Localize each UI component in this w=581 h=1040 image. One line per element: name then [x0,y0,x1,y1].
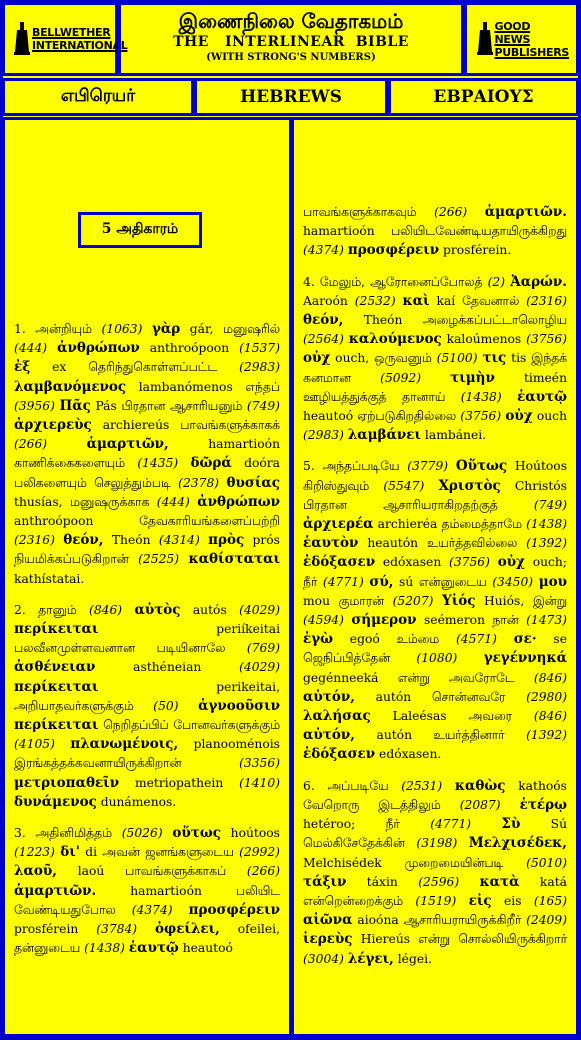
verse-text: katá என்றென்றைக்கும் [303,874,567,908]
greek-word: θεόν, [63,532,104,549]
strongs-number: (1438) [460,389,502,404]
verse-text [442,779,455,793]
greek-word: γὰρ [151,321,181,337]
verse-text: di அவன் ஜனங்களுடைய [79,845,240,860]
title-english: THE INTERLINEAR BIBLE [173,34,409,50]
greek-word: λαμβανόμενος [14,378,127,395]
verse-text: thusías, மனுஷருக்காக [14,494,157,509]
verse-text: heautoó [178,941,233,956]
strongs-number: (5547) [383,478,425,493]
greek-word: ἀρχιερεὺς [14,417,92,434]
verse-text [173,903,189,917]
strongs-number: (2983) [239,360,280,375]
strongs-number: (4029) [239,660,280,675]
verse-paragraph [303,273,567,446]
verse-text: gegénneeká என்று அவரோடே [303,670,534,685]
verse-paragraph [303,777,567,969]
strongs-number: (3198) [416,836,458,851]
greek-word: θεόν, [303,312,344,329]
verse-paragraph [14,824,280,958]
strongs-number: (2596) [418,874,460,889]
greek-word: ἁμαρτιῶν. [484,204,567,220]
strongs-number: (1080) [416,651,458,666]
strongs-number: (4594) [303,613,344,628]
verse-text: seémeron நான் [416,613,527,628]
verse-text [471,817,501,831]
verse-text: 1. அன்றியும் [14,322,102,336]
strongs-number: (1410) [239,775,280,790]
greek-word: ἐδόξασεν [303,746,376,763]
greek-word: ἑαυτὸν [303,535,359,552]
book-title-tamil [2,78,194,116]
strongs-number: (2980) [526,689,567,704]
strongs-number: (2) [487,274,506,289]
greek-word: ἁμαρτιῶν, [86,436,169,453]
verse-text: autón உயர்த்தினார் [354,728,527,743]
greek-word: αὐτόν, [303,688,355,705]
verse-text [421,371,450,385]
greek-word: ἀνθρώπων [197,493,280,510]
left-column-text [14,320,280,971]
strongs-number: (3756) [526,332,567,347]
verse-text: prosférein [14,922,97,937]
verse-text [137,922,155,936]
verse-text [502,390,517,404]
strongs-number: (2409) [526,913,567,928]
verse-text: Aaroón [303,293,355,308]
verse-text: metriopathein [119,775,240,790]
book-greek-label: ΕΒΡΑΙΟΥΣ [433,87,534,107]
verse-text: lambanómenos எந்தப் [126,379,280,394]
greek-word: τιμὴν [450,369,495,386]
chapter-label: 5 அதிகாரம் [101,221,179,237]
greek-word: αἰῶνα [303,912,353,929]
strongs-number: (4314) [158,533,200,548]
verse-text: hamartioón பலியிட வேண்டியதுபோல [14,883,280,917]
greek-word: ἐγὼ [303,631,333,648]
greek-word: μετριοπαθεῖν [14,774,120,791]
verse-text [55,533,63,547]
strongs-number: (4571) [456,632,497,647]
strongs-number: (5092) [380,370,422,385]
verse-text: 6. அப்படியே [303,778,402,793]
verse-text [457,651,483,665]
verse-text: archieréa தம்மைத்தாமே [373,517,527,532]
strongs-number: (5010) [526,855,567,870]
verse-text: timeén ஊழியத்துக்குத் தானாய் [303,370,567,404]
verse-text: táxin [346,874,419,889]
strongs-number: (3779) [407,459,449,474]
strongs-number: (266) [434,205,468,219]
strongs-number: (3756) [449,555,490,570]
verse-paragraph [303,203,567,261]
strongs-number: (165) [533,893,567,908]
verse-text [497,632,514,646]
greek-word: δι' [60,844,80,861]
verse-text: heautoó ஏற்படுகிறதில்லை [303,409,461,424]
verse-paragraph [303,457,567,764]
verse-text: ex தெரிந்துகொள்ளப்பட்ட [30,360,240,375]
greek-word: ἁμαρτιῶν. [14,882,97,899]
verse-text: Huiós, இன்று [475,593,567,608]
verse-text: doóra பலிகளையும் செலுத்தும்படி [14,456,280,490]
verse-text: laoú பாவங்களுக்காகப் [56,864,247,879]
strongs-number: (3756) [460,409,502,424]
strongs-number: (266) [14,437,48,452]
verse-text [47,437,87,451]
verse-text [459,875,479,889]
greek-word: θυσίας [226,474,280,491]
verse-text: autón சொன்னவரே [354,689,527,704]
verse-text: நெறிதப்பிப் போனவர்களுக்கும் [98,718,280,733]
strongs-number: (4374) [303,243,344,258]
verse-text: planooménois இரங்கத்தக்கவனாயிருக்கிறான் [14,737,280,771]
greek-word: οὐχ [303,350,331,367]
strongs-number: (1435) [137,456,179,471]
verse-text [142,322,152,336]
verse-text [179,699,199,713]
verse-text: Christós பிரதான ஆசாரியராகிறதற்குத் [303,478,567,512]
verse-text: anthroópoon தேவகாரியங்களைப்பற்றி [14,514,280,529]
greek-word: καλούμενος [348,331,442,348]
strongs-number: (2378) [178,475,220,490]
verse-text: Theón அழைக்கப்பட்டாலொழிய [343,313,567,328]
verse-text: Laleésas அவரை [370,709,534,724]
verse-text: பாவங்களுக்காகவும் [303,205,435,219]
greek-word: ἀρχιερέα [303,516,374,533]
greek-word: λαοῦ, [14,863,57,880]
verse-text: edóxasen. [375,747,442,762]
title-box [118,2,464,76]
greek-word: περίκειται [14,621,99,638]
strongs-number: (4771) [430,817,472,832]
verse-text: anthroópoon [139,341,240,356]
verse-text: légei. [393,951,432,966]
strongs-number: (3956) [14,398,55,413]
verse-text: lambánei. [421,428,487,443]
greek-word: περίκειται [14,717,99,734]
verse-text [396,294,403,308]
bellwether-logo-icon [14,22,30,56]
greek-word: ἑαυτῷ [517,388,567,405]
title-tamil: இணைநிலை வேதாகமம் [178,9,404,33]
greek-word: ἀνθρώπων [57,340,140,357]
verse-text: Melchisédek முறைமையின்படி [303,855,527,870]
verse-text: ouch, ஒருவனும் [330,351,437,366]
strongs-number: (1392) [526,728,567,743]
strongs-number: (1063) [101,322,143,336]
greek-word: καθὼς [454,777,506,794]
greek-word: λαμβάνει [347,427,422,444]
verse-text: ouch; நீர் [303,555,567,589]
greek-word: Σὺ [501,816,521,833]
strongs-number: (5026) [121,826,163,841]
strongs-number: (4771) [322,574,364,589]
strongs-number: (2316) [526,293,567,308]
verse-text [448,459,456,473]
greek-word: αὐτόν, [303,727,355,744]
strongs-number: (3784) [96,922,138,937]
verse-text: 4. மேலும், ஆரோனைப்போலத் [303,274,488,289]
greek-word: λαλήσας [303,708,371,725]
greek-word: ἀγνοοῦσιν [198,697,280,714]
verse-text: prós நியமிக்கப்படுகிறான் [14,533,280,567]
verse-text [200,533,208,547]
strongs-number: (749) [246,398,280,413]
verse-paragraph [14,601,280,812]
verse-text: 3. அதினிமித்தம் [14,826,122,841]
greek-word: γεγέννηκά [483,650,567,667]
greek-word: σύ, [369,573,394,590]
greek-word: ἑαυτῷ [128,940,179,957]
greek-word: τις [482,350,507,367]
book-title-english [194,78,388,116]
strongs-number: (50) [153,698,179,713]
verse-text: Theón [103,533,159,548]
verse-text: hamartioón காணிக்கைகளையும் [14,437,280,471]
verse-text [424,479,438,493]
verse-text: asthéneian [95,660,240,675]
book-title-greek [388,78,579,116]
greek-word: Πᾶς [59,397,91,414]
greek-word: εἰς [468,892,492,909]
verse-text: Hoútoos கிறிஸ்துவும் [303,459,568,493]
greek-word: Οὕτως [455,458,508,475]
greek-word: οὕτως [172,825,221,842]
greek-word: πλανωμένοις, [70,736,179,753]
greek-word: οὐχ [505,408,533,425]
strongs-number: (1473) [526,613,567,628]
left-logo [2,2,128,76]
verse-text: hoútoos [220,826,280,841]
verse-text [55,737,70,751]
verse-text [219,476,226,490]
strongs-number: (846) [533,670,567,685]
verse-text [490,555,498,569]
strongs-number: (2983) [303,428,344,443]
verse-text [456,894,468,908]
verse-text: kathístatai. [14,571,85,586]
strongs-number: (2992) [239,845,280,860]
strongs-number: (2531) [401,778,443,793]
verse-text: edóxasen [375,555,450,570]
strongs-number: (266) [246,864,280,879]
goodnews-logo-icon [477,22,493,56]
verse-text: eis [491,893,534,908]
verse-text: mou குமாரன் [303,593,393,608]
verse-text: 2. தானும் [14,602,90,617]
greek-word: προσφέρειν [347,242,440,259]
greek-word: ὀφείλει, [155,921,220,938]
greek-word: ἀσθένειαν [14,659,96,676]
strongs-number: (2564) [303,332,344,347]
verse-text: se ஜெநிப்பித்தேன் [303,632,568,666]
strongs-number: (3004) [303,951,344,966]
greek-word: λέγει, [347,950,394,967]
strongs-number: (1223) [14,845,55,860]
verse-text: ouch [532,409,567,424]
strongs-number: (4374) [131,902,173,917]
verse-text [179,552,189,566]
verse-text: perikeitai, அறியாதவர்களுக்கும் [14,679,280,713]
book-tamil-label: எபிரெயர் [60,86,136,106]
verse-text: Pás பிரதான ஆசாரியனும் [90,398,247,413]
verse-text [457,836,469,850]
verse-text [467,205,485,219]
greek-word: Μελχισέδεκ, [468,835,567,852]
greek-word: Ἀαρών. [510,273,567,290]
strongs-number: (2316) [14,533,55,548]
verse-text: gár, மனுஷரில் [180,322,280,336]
greek-word: καθίσταται [188,551,280,568]
greek-word: δῶρά [190,455,232,472]
strongs-number: (846) [89,602,123,617]
title-subtitle: (WITH STRONG'S NUMBERS) [206,52,376,63]
greek-word: οὐχ [497,554,525,571]
greek-word: καὶ [402,292,430,309]
strongs-number: (2532) [354,293,396,308]
verse-text: Hiereús என்று சொல்லியிருக்கிறார் [352,932,567,947]
verse-text: ofeilei, தன்னுடைய [14,922,280,956]
greek-word: δυνάμενος [14,793,97,810]
verse-text: kaloúmenos [441,332,527,347]
left-logo-text: BELLWETHER INTERNATIONAL [32,26,128,52]
strongs-number: (1438) [526,517,567,532]
greek-word: σήμερον [351,612,417,629]
greek-word: ἱερεὺς [303,931,353,948]
strongs-number: (846) [533,709,567,724]
verse-text: periíkeitai பலவீனமுள்ளவனான படியினாலே [14,622,280,656]
verse-text: sú என்னுடைய [393,574,493,589]
greek-word: Υἱός [442,592,476,609]
strongs-number: (769) [246,641,280,656]
verse-text: autós [180,602,240,617]
verse-text [178,456,190,470]
verse-text: kathoós வேறொரு இடத்திலும் [303,778,567,812]
strongs-number: (4105) [14,737,55,752]
book-english-label: HEBREWS [240,87,342,107]
right-logo [464,2,579,76]
strongs-number: (5100) [436,351,478,366]
strongs-number: (3356) [239,756,280,771]
strongs-number: (1438) [84,941,125,956]
chapter-heading [78,212,202,248]
verse-text: tis இந்தக் கனமான [303,351,567,385]
verse-text: 5. அந்தப்படியே [303,459,408,474]
verse-text [163,826,173,840]
verse-text: Sú மெல்கிசேதேக்கின் [303,817,567,851]
greek-word: ἑτέρῳ [519,796,567,813]
right-column-text [303,203,567,981]
verse-text: prosférein. [439,243,512,258]
verse-text [501,798,520,812]
verse-text: kaí தேவனால் [429,293,527,308]
verse-paragraph [14,320,280,589]
strongs-number: (1392) [526,536,567,551]
right-logo-text: GOOD NEWS PUBLISHERS [494,19,570,59]
greek-word: περίκειται [14,678,99,695]
verse-text: egoó உம்மை [332,632,456,647]
verse-text: hamartioón பலியிடவேண்டியதாயிருக்கிறது [303,224,567,239]
greek-word: Χριστὸς [438,477,501,494]
strongs-number: (5207) [392,593,434,608]
verse-text: archiereús பாவங்களுக்காகக் [91,418,280,433]
strongs-number: (1519) [415,893,457,908]
greek-word: πρὸς [208,532,245,549]
greek-word: αὐτὸς [134,601,181,618]
verse-text: dunámenos. [96,794,177,809]
verse-text: aioóna ஆசாரியராயிருக்கிறீர் [352,913,527,928]
verse-text [433,594,442,608]
verse-text [122,603,134,617]
greek-word: ἐξ [14,359,31,376]
strongs-number: (4029) [239,602,280,617]
strongs-number: (444) [156,494,190,509]
verse-text: hetéroo; நீர் [303,817,431,832]
verse-text: heautón உயர்த்தவில்லை [358,536,527,551]
strongs-number: (749) [533,497,567,512]
greek-word: ἐδόξασεν [303,554,376,571]
strongs-number: (1537) [239,341,280,356]
greek-word: τάξιν [303,873,347,890]
strongs-number: (3450) [492,574,534,589]
strongs-number: (444) [14,341,48,356]
greek-word: κατὰ [479,873,520,890]
strongs-number: (2525) [138,552,180,567]
greek-word: προσφέρειν [188,901,280,918]
verse-text [47,341,57,355]
greek-word: μου [538,573,567,590]
greek-word: σε· [513,631,537,648]
strongs-number: (2087) [459,797,501,812]
